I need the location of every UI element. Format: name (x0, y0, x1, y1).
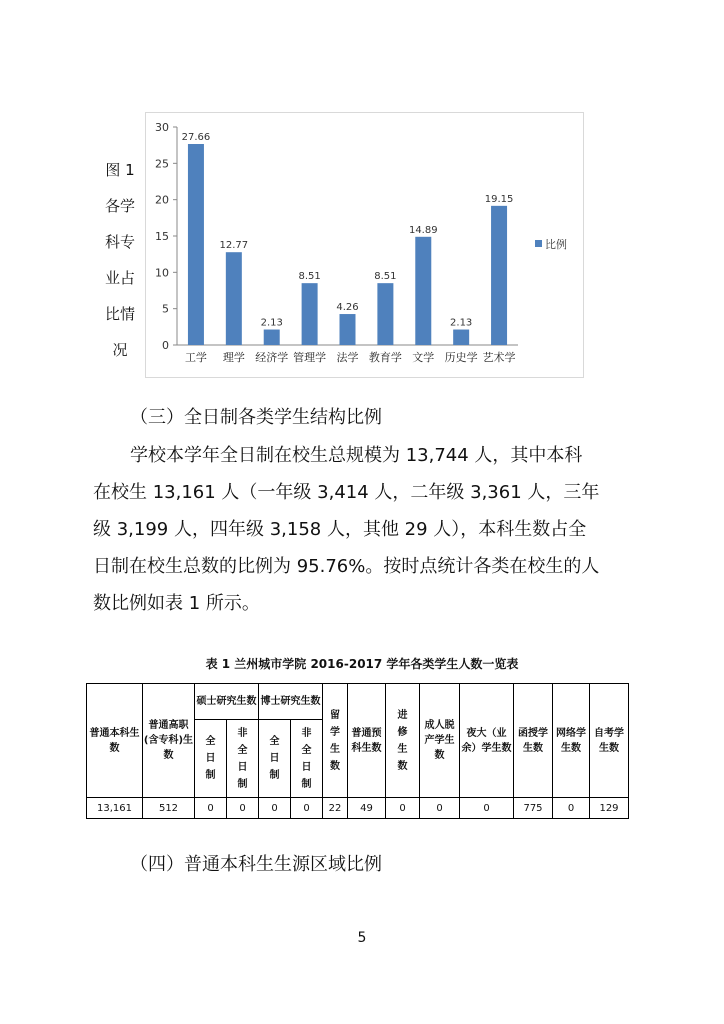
header-master-ft: 全日制 (205, 736, 216, 781)
header-master-pt: 非全日制 (237, 727, 248, 790)
figure-caption-line: 科专 (104, 233, 135, 251)
table-row (87, 798, 629, 819)
header-adult-release: 成人脱产学生数 (420, 684, 460, 798)
header-doctor: 博士研究生数 (259, 684, 323, 720)
table-cell: 775 (514, 798, 553, 819)
data-label: 27.66 (181, 132, 211, 144)
legend-label: 比例 (545, 238, 567, 251)
section4-heading: （四）普通本科生生源区域比例 (130, 854, 382, 875)
table-cell: 0 (420, 798, 460, 819)
data-label: 4.26 (336, 302, 359, 314)
x-tick-label: 文学 (412, 351, 435, 364)
header-doctor-ft: 全日制 (269, 736, 280, 781)
table-cell: 0 (553, 798, 590, 819)
data-label: 2.13 (260, 317, 283, 329)
x-tick-label: 教育学 (368, 351, 402, 364)
discipline-share-chart (145, 112, 584, 378)
bar (188, 144, 204, 345)
x-tick-label: 法学 (336, 351, 359, 364)
bar (302, 283, 318, 345)
header-correspondence: 函授学生数 (514, 684, 553, 798)
figure-caption-line: 比情 (104, 305, 135, 323)
table-cell: 13,161 (87, 798, 143, 819)
figure-caption-line: 各学 (104, 197, 135, 215)
y-tick-label: 0 (162, 339, 169, 352)
legend-swatch (535, 240, 542, 247)
section3-paragraph (93, 437, 633, 622)
x-tick-label: 经济学 (255, 351, 289, 364)
bar (415, 237, 431, 345)
x-tick-label: 历史学 (444, 351, 478, 364)
bar (264, 330, 280, 345)
table-cell: 49 (348, 798, 386, 819)
table-cell: 0 (259, 798, 291, 819)
table-cell: 0 (386, 798, 420, 819)
bar (453, 330, 469, 345)
paragraph-line: 级 3,199 人，四年级 3,158 人，其他 29 人），本科生数占全 (93, 519, 587, 540)
y-tick-label: 15 (155, 230, 169, 243)
y-tick-label: 20 (155, 193, 169, 207)
header-master: 硕士研究生数 (195, 684, 259, 720)
header-doctor-pt: 非全日制 (301, 727, 312, 790)
bar (340, 314, 356, 345)
x-tick-label: 理学 (222, 351, 245, 364)
header-prep: 普通预科生数 (348, 684, 386, 798)
paragraph-line: 学校本学年全日制在校生总规模为 13,744 人，其中本科 (130, 445, 583, 466)
table-cell: 22 (323, 798, 348, 819)
table-cell: 0 (291, 798, 323, 819)
paragraph-line: 数比例如表 1 所示。 (93, 593, 260, 614)
table-cell: 0 (195, 798, 227, 819)
figure-caption-line: 况 (112, 341, 128, 359)
section3-heading: （三）全日制各类学生结构比例 (130, 407, 382, 428)
y-tick-label: 25 (155, 157, 169, 171)
header-vocational: 普通高职(含专科)生数 (143, 684, 195, 798)
student-count-table (86, 683, 629, 819)
header-online: 网络学生数 (553, 684, 590, 798)
x-tick-label: 艺术学 (482, 351, 516, 364)
figure-caption-line: 业占 (104, 269, 135, 287)
data-label: 14.89 (408, 224, 438, 236)
y-tick-label: 5 (162, 302, 169, 316)
paragraph-line: 在校生 13,161 人（一年级 3,414 人，二年级 3,361 人，三年 (93, 482, 600, 503)
table-cell: 0 (227, 798, 259, 819)
data-label: 2.13 (450, 317, 473, 329)
paragraph-line: 日制在校生总数的比例为 95.76%。按时点统计各类在校生的人 (93, 556, 600, 577)
data-label: 8.51 (374, 271, 397, 283)
y-tick-label: 30 (155, 121, 169, 134)
x-tick-label: 管理学 (293, 351, 327, 364)
bar (491, 206, 507, 345)
bar (377, 283, 393, 345)
header-self-exam: 自考学生数 (590, 684, 629, 798)
table-title: 表 1 兰州城市学院 2016-2017 学年各类学生人数一览表 (205, 657, 519, 671)
table-cell: 0 (460, 798, 514, 819)
page-number: 5 (357, 930, 367, 946)
bar (226, 252, 242, 345)
data-label: 12.77 (219, 240, 249, 252)
figure-caption (100, 152, 140, 368)
data-label: 19.15 (484, 193, 514, 205)
x-tick-label: 工学 (184, 351, 207, 364)
bar-chart-svg (146, 113, 583, 377)
table-cell: 512 (143, 798, 195, 819)
header-night: 夜大（业余）学生数 (460, 684, 514, 798)
data-label: 8.51 (298, 271, 321, 283)
figure-caption-line: 图 1 (105, 161, 135, 179)
y-tick-label: 10 (155, 266, 169, 280)
header-intl: 留学生数 (330, 709, 340, 772)
table-cell: 129 (590, 798, 629, 819)
header-undergrad: 普通本科生数 (87, 684, 143, 798)
header-advanced: 进修生数 (397, 709, 408, 772)
